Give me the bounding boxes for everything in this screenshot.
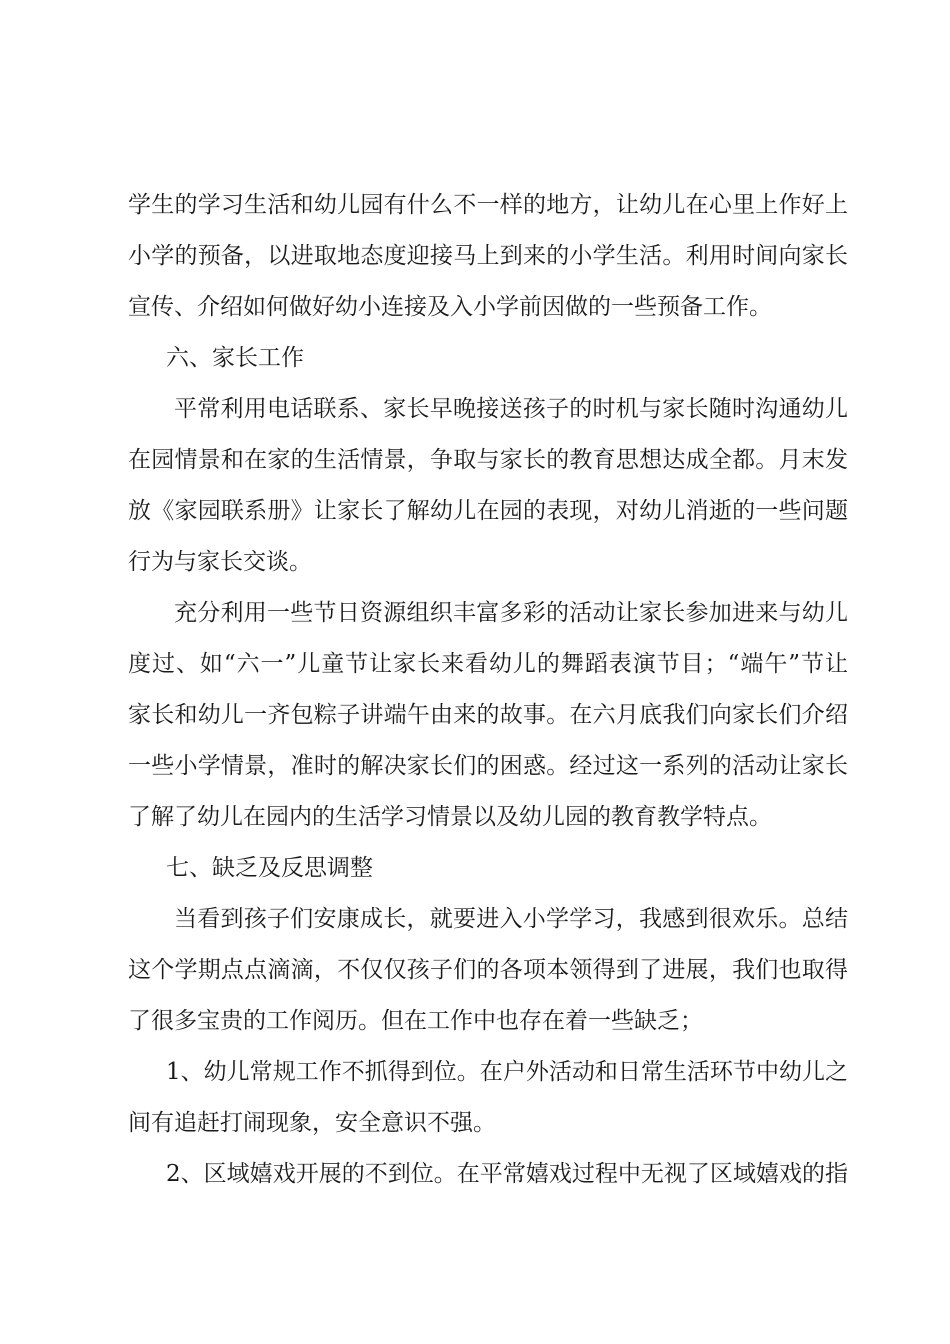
paragraph-line: 这个学期点点滴滴，不仅仅孩子们的各项本领得到了进展，我们也取得 [128, 957, 848, 983]
paragraph-line: 放《家园联系册》让家长了解幼儿在园的表现，对幼儿消逝的一些问题 [128, 498, 848, 524]
paragraph-line: 一些小学情景，准时的解决家长们的困惑。经过这一系列的活动让家长 [128, 753, 848, 779]
paragraph-line: 学生的学习生活和幼儿园有什么不一样的地方，让幼儿在心里上作好上 [128, 192, 848, 218]
paragraph-line: 度过、如“六一”儿童节让家长来看幼儿的舞蹈表演节目；“端午”节让 [128, 651, 848, 677]
paragraph-line: 家长和幼儿一齐包粽子讲端午由来的故事。在六月底我们向家长们介绍 [128, 702, 848, 728]
section-heading: 六、家长工作 [166, 345, 304, 371]
paragraph-line: 小学的预备，以进取地态度迎接马上到来的小学生活。利用时间向家长 [128, 243, 848, 269]
paragraph-line: 在园情景和在家的生活情景，争取与家长的教育思想达成全都。月末发 [128, 447, 848, 473]
section-heading: 七、缺乏及反思调整 [166, 855, 373, 881]
paragraph-line: 当看到孩子们安康成长，就要进入小学学习，我感到很欢乐。总结 [174, 906, 848, 932]
list-item-line: 2、区域嬉戏开展的不到位。在平常嬉戏过程中无视了区域嬉戏的指 [166, 1161, 848, 1187]
paragraph-line: 行为与家长交谈。 [128, 549, 312, 575]
list-item-line: 1、幼儿常规工作不抓得到位。在户外活动和日常生活环节中幼儿之 [166, 1059, 848, 1085]
paragraph-line: 平常利用电话联系、家长早晚接送孩子的时机与家长随时沟通幼儿 [174, 396, 848, 422]
paragraph-line: 充分利用一些节日资源组织丰富多彩的活动让家长参加进来与幼儿 [174, 600, 848, 626]
paragraph-line: 了解了幼儿在园内的生活学习情景以及幼儿园的教育教学特点。 [128, 804, 772, 830]
paragraph-line: 了很多宝贵的工作阅历。但在工作中也存在着一些缺乏； [128, 1008, 703, 1034]
list-item-line: 间有追赶打闹现象，安全意识不强。 [128, 1110, 496, 1136]
paragraph-line: 宣传、介绍如何做好幼小连接及入小学前因做的一些预备工作。 [128, 294, 772, 320]
